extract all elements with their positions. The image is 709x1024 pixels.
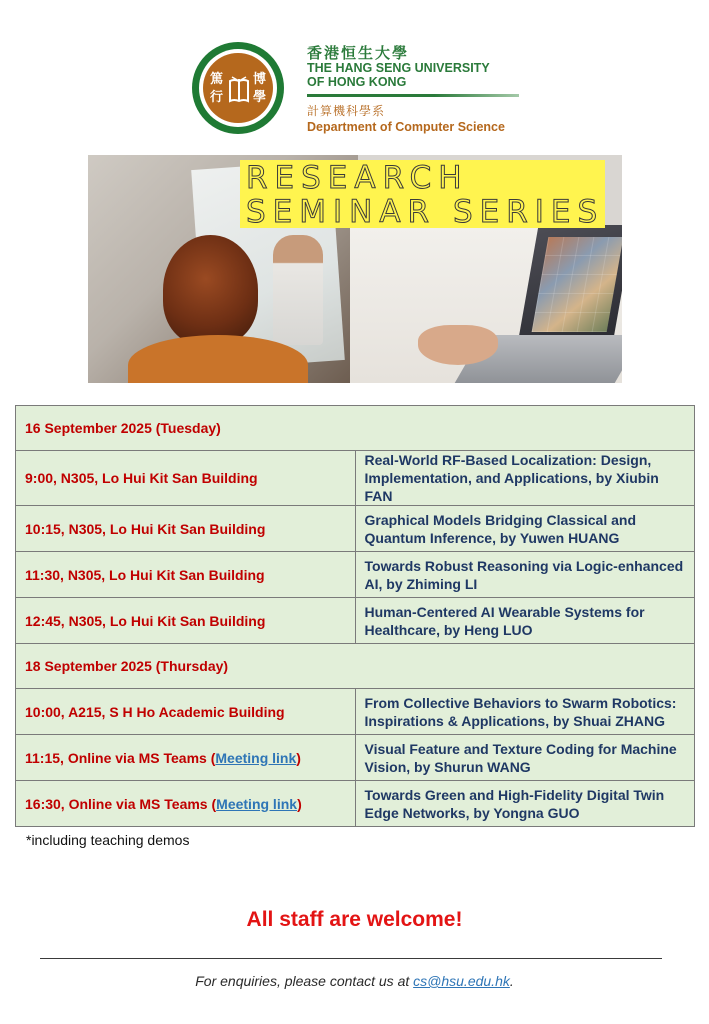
session-time-location: 12:45, N305, Lo Hui Kit San Building — [16, 598, 356, 644]
contact-suffix: . — [509, 973, 514, 989]
seal-char: 行 — [210, 90, 224, 105]
banner-title-line1: RESEARCH — [246, 160, 469, 196]
department-name-zh: 計算機科學系 — [307, 104, 386, 118]
book-icon — [228, 75, 250, 105]
department-name-en: Department of Computer Science — [307, 120, 505, 134]
session-row — [16, 735, 695, 781]
session-topic: Towards Robust Reasoning via Logic-enhanced AI, by Zhiming LI — [355, 552, 695, 598]
meeting-link[interactable]: Meeting link — [215, 749, 297, 766]
session-time-location — [16, 735, 356, 781]
date-row — [16, 644, 695, 689]
session-row — [16, 781, 695, 827]
session-topic: Graphical Models Bridging Classical and Quantum Inference, by Yuwen HUANG — [355, 506, 695, 552]
session-row — [16, 598, 695, 644]
divider-line — [40, 958, 662, 959]
university-name-en-line1: THE HANG SENG UNIVERSITY — [307, 61, 490, 75]
meeting-link[interactable]: Meeting link — [216, 795, 298, 812]
session-topic: Towards Green and High-Fidelity Digital Twin Edge Networks, by Yongna GUO — [355, 781, 695, 827]
session-row — [16, 451, 695, 506]
banner-title-line2: SEMINAR SERIES — [246, 194, 605, 230]
contact-email-link[interactable]: cs@hsu.edu.hk — [413, 973, 510, 989]
time-location-text: 16:30, Online via MS Teams ( — [25, 795, 217, 812]
contact-text: For enquiries, please contact us at — [195, 973, 414, 989]
session-time-location: 10:15, N305, Lo Hui Kit San Building — [16, 506, 356, 552]
time-location-text: 11:15, Online via MS Teams ( — [25, 749, 216, 766]
session-topic: Visual Feature and Texture Coding for Machine Vision, by Shurun WANG — [355, 735, 695, 781]
seminar-schedule-table — [15, 405, 695, 827]
session-topic: From Collective Behaviors to Swarm Robotics: Inspirations & Applications, by Shuai ZHANG — [355, 689, 695, 735]
time-location-suffix: ) — [296, 749, 301, 766]
date-heading: 16 September 2025 (Tuesday) — [16, 406, 695, 451]
session-row — [16, 689, 695, 735]
university-seal — [192, 42, 284, 134]
session-time-location: 9:00, N305, Lo Hui Kit San Building — [16, 451, 356, 506]
date-row — [16, 406, 695, 451]
welcome-message: All staff are welcome! — [246, 908, 463, 931]
seal-char: 博 — [253, 72, 267, 87]
seal-char: 學 — [253, 90, 267, 105]
time-location-suffix: ) — [297, 795, 302, 812]
session-time-location — [16, 781, 356, 827]
session-time-location: 11:30, N305, Lo Hui Kit San Building — [16, 552, 356, 598]
seminar-banner-image — [88, 155, 622, 383]
university-logo — [192, 42, 532, 138]
seal-char: 篤 — [210, 72, 224, 87]
logo-divider — [307, 94, 519, 97]
footnote: *including teaching demos — [26, 832, 190, 848]
university-name-en-line2: OF HONG KONG — [307, 75, 407, 89]
session-topic: Human-Centered AI Wearable Systems for Healthcare, by Heng LUO — [355, 598, 695, 644]
date-heading: 18 September 2025 (Thursday) — [16, 644, 695, 689]
banner-title — [240, 160, 605, 228]
session-row — [16, 506, 695, 552]
contact-line — [0, 973, 709, 989]
session-topic: Real-World RF-Based Localization: Design, Implementation, and Applications, by Xiubin FAN — [355, 451, 695, 506]
university-name-zh: 香港恒生大學 — [307, 44, 410, 62]
session-time-location: 10:00, A215, S H Ho Academic Building — [16, 689, 356, 735]
session-row — [16, 552, 695, 598]
